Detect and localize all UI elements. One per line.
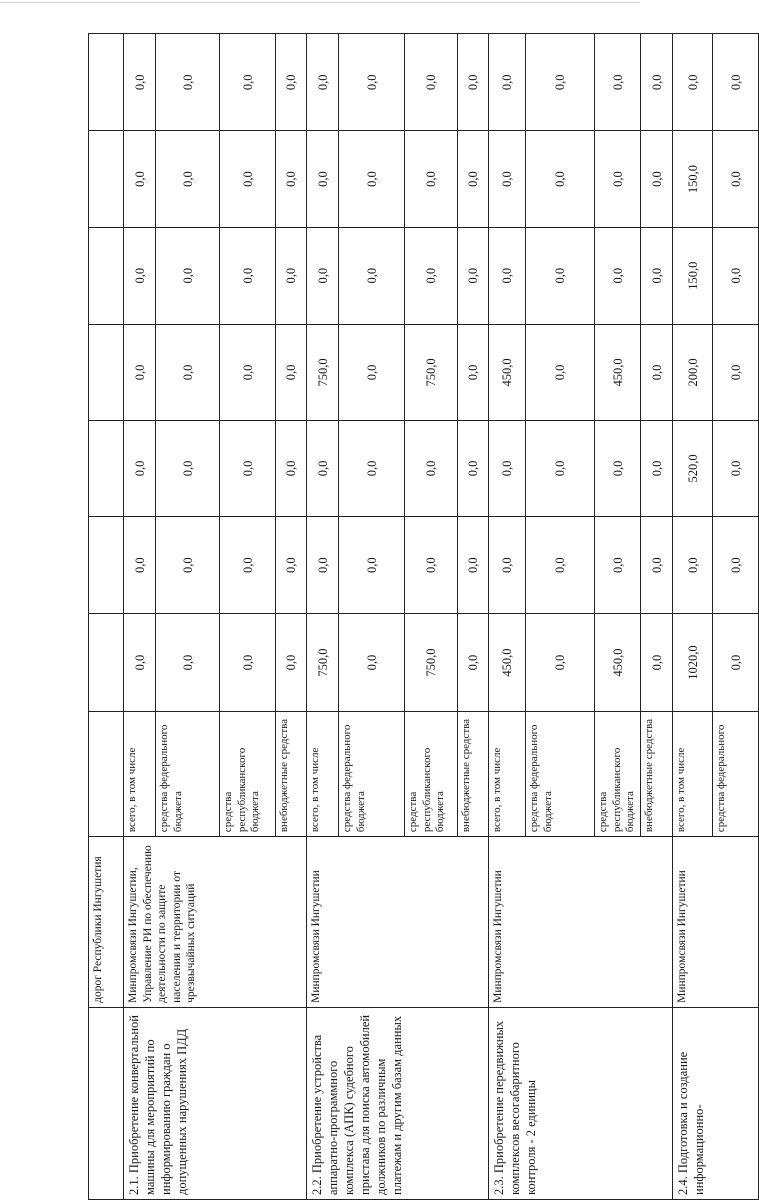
table-row <box>489 34 526 1200</box>
funding-source: внебюджетные средства <box>458 711 489 836</box>
funding-value: 0,0 <box>276 227 307 324</box>
funding-value: 0,0 <box>489 517 526 614</box>
funding-value: 0,0 <box>220 227 276 324</box>
funding-value: 0,0 <box>713 131 759 227</box>
funding-value: 200,0 <box>673 324 713 420</box>
funding-source: средства республиканского бюджета <box>220 711 276 836</box>
funding-value: 0,0 <box>641 324 673 420</box>
funding-value: 0,0 <box>156 324 220 420</box>
funding-value: 150,0 <box>673 131 713 227</box>
funding-value: 0,0 <box>220 420 276 516</box>
funding-value: 0,0 <box>124 614 156 711</box>
funding-value: 0,0 <box>220 517 276 614</box>
funding-source: всего, в том числе <box>124 711 156 836</box>
funding-value: 0,0 <box>458 131 489 227</box>
empty-cell <box>89 34 124 131</box>
table-body <box>89 34 759 1200</box>
empty-cell <box>89 324 124 420</box>
funding-value: 0,0 <box>641 420 673 516</box>
funding-value: 0,0 <box>276 34 307 131</box>
funding-value: 0,0 <box>220 324 276 420</box>
funding-value: 0,0 <box>339 34 405 131</box>
funding-value: 0,0 <box>713 517 759 614</box>
funding-value: 0,0 <box>489 420 526 516</box>
funding-value: 0,0 <box>276 420 307 516</box>
table-row-header-continuation <box>89 34 124 1200</box>
rotated-table-page <box>88 33 743 1200</box>
funding-value: 0,0 <box>307 131 339 227</box>
funding-value: 150,0 <box>673 227 713 324</box>
empty-cell <box>89 1007 124 1199</box>
funding-value: 0,0 <box>307 517 339 614</box>
funding-source: внебюджетные средства <box>641 711 673 836</box>
funding-source: всего, в том числе <box>673 711 713 836</box>
funding-value: 0,0 <box>526 131 595 227</box>
funding-value: 0,0 <box>526 614 595 711</box>
empty-cell <box>89 227 124 324</box>
funding-value: 0,0 <box>489 34 526 131</box>
funding-source: средства республиканского бюджета <box>595 711 641 836</box>
responsible-executor: Минпромсвязи Ингушетии, Управление РИ по обеспечению деятельности по защите населения и территории от чрезвычайных ситуаций <box>124 837 307 1008</box>
funding-value: 0,0 <box>489 227 526 324</box>
empty-cell <box>89 614 124 711</box>
funding-source: средства федерального бюджета <box>526 711 595 836</box>
funding-value: 0,0 <box>458 420 489 516</box>
empty-cell <box>89 131 124 227</box>
funding-value: 0,0 <box>458 324 489 420</box>
funding-value: 0,0 <box>458 614 489 711</box>
funding-value: 0,0 <box>713 324 759 420</box>
funding-value: 0,0 <box>713 227 759 324</box>
funding-value: 0,0 <box>458 517 489 614</box>
funding-value: 0,0 <box>405 34 458 131</box>
funding-value: 1020,0 <box>673 614 713 711</box>
funding-value: 0,0 <box>641 131 673 227</box>
funding-value: 0,0 <box>713 420 759 516</box>
funding-value: 0,0 <box>641 227 673 324</box>
funding-value: 0,0 <box>526 324 595 420</box>
funding-value: 0,0 <box>673 517 713 614</box>
table-row <box>124 34 156 1200</box>
funding-value: 450,0 <box>489 614 526 711</box>
funding-value: 0,0 <box>124 227 156 324</box>
table-row <box>307 34 339 1200</box>
funding-value: 0,0 <box>156 34 220 131</box>
activity-title: 2.4. Подготовка и создание информационно- <box>673 1007 759 1199</box>
funding-value: 0,0 <box>405 227 458 324</box>
funding-value: 0,0 <box>526 517 595 614</box>
funding-value: 0,0 <box>276 517 307 614</box>
funding-value: 0,0 <box>339 227 405 324</box>
funding-value: 0,0 <box>276 324 307 420</box>
funding-value: 0,0 <box>339 324 405 420</box>
funding-value: 0,0 <box>458 227 489 324</box>
funding-value: 750,0 <box>405 324 458 420</box>
empty-cell <box>89 517 124 614</box>
funding-value: 0,0 <box>124 324 156 420</box>
funding-value: 750,0 <box>307 614 339 711</box>
funding-value: 450,0 <box>595 324 641 420</box>
activity-title: 2.2. Приобретение устройства аппаратно-программного комплекса (АПК) судебного пристава для поиска автомобилей должников по различным платежам и другим базам данных <box>307 1007 489 1199</box>
funding-source: всего, в том числе <box>307 711 339 836</box>
funding-value: 0,0 <box>124 420 156 516</box>
funding-value: 0,0 <box>156 517 220 614</box>
funding-value: 0,0 <box>339 517 405 614</box>
funding-value: 0,0 <box>405 517 458 614</box>
funding-value: 0,0 <box>156 420 220 516</box>
scan-artifact-line <box>0 2 640 3</box>
funding-value: 0,0 <box>641 614 673 711</box>
funding-value: 520,0 <box>673 420 713 516</box>
funding-value: 0,0 <box>595 227 641 324</box>
funding-value: 0,0 <box>220 131 276 227</box>
funding-value: 0,0 <box>526 227 595 324</box>
funding-value: 0,0 <box>526 34 595 131</box>
funding-value: 0,0 <box>595 517 641 614</box>
funding-value: 750,0 <box>307 324 339 420</box>
responsible-executor: Минпромсвязи Ингушетии <box>307 837 489 1008</box>
funding-value: 0,0 <box>673 34 713 131</box>
funding-source: внебюджетные средства <box>276 711 307 836</box>
funding-value: 0,0 <box>339 614 405 711</box>
funding-value: 0,0 <box>220 614 276 711</box>
funding-source: всего, в том числе <box>489 711 526 836</box>
funding-source: средства республиканского бюджета <box>405 711 458 836</box>
funding-source: средства федерального бюджета <box>156 711 220 836</box>
funding-value: 0,0 <box>124 131 156 227</box>
responsible-executor: Минпромсвязи Ингушетии <box>673 837 759 1008</box>
activity-title: 2.3. Приобретение передвижных комплексов весогабаритного контроля - 2 единицы <box>489 1007 673 1199</box>
funding-value: 0,0 <box>641 517 673 614</box>
funding-value: 0,0 <box>595 420 641 516</box>
funding-value: 0,0 <box>458 34 489 131</box>
funding-value: 450,0 <box>489 324 526 420</box>
funding-value: 0,0 <box>339 420 405 516</box>
funding-source: средства федерального <box>713 711 759 836</box>
funding-value: 0,0 <box>489 131 526 227</box>
funding-value: 0,0 <box>276 131 307 227</box>
table-row <box>673 34 713 1200</box>
funding-value: 0,0 <box>156 614 220 711</box>
funding-value: 0,0 <box>276 614 307 711</box>
funding-value: 0,0 <box>307 420 339 516</box>
funding-value: 0,0 <box>156 131 220 227</box>
funding-value: 0,0 <box>713 34 759 131</box>
funding-value: 0,0 <box>595 131 641 227</box>
funding-source: средства федерального бюджета <box>339 711 405 836</box>
funding-value: 0,0 <box>339 131 405 227</box>
funding-value: 0,0 <box>307 34 339 131</box>
funding-value: 450,0 <box>595 614 641 711</box>
funding-value: 0,0 <box>595 34 641 131</box>
responsible-tail: дорог Республики Ингушетия <box>89 837 124 1008</box>
funding-value: 0,0 <box>526 420 595 516</box>
funding-value: 0,0 <box>405 131 458 227</box>
funding-value: 0,0 <box>156 227 220 324</box>
responsible-executor: Минпромсвязи Ингушетии <box>489 837 673 1008</box>
funding-value: 0,0 <box>124 34 156 131</box>
funding-value: 0,0 <box>713 614 759 711</box>
funding-value: 0,0 <box>124 517 156 614</box>
funding-value: 0,0 <box>307 227 339 324</box>
empty-cell <box>89 420 124 516</box>
empty-cell <box>89 711 124 836</box>
activity-title: 2.1. Приобретение конвертальной машины для мероприятий по информированию граждан о допущенных нарушениях ПДД <box>124 1007 307 1199</box>
program-funding-table <box>88 33 759 1200</box>
funding-value: 0,0 <box>641 34 673 131</box>
funding-value: 750,0 <box>405 614 458 711</box>
funding-value: 0,0 <box>220 34 276 131</box>
funding-value: 0,0 <box>405 420 458 516</box>
